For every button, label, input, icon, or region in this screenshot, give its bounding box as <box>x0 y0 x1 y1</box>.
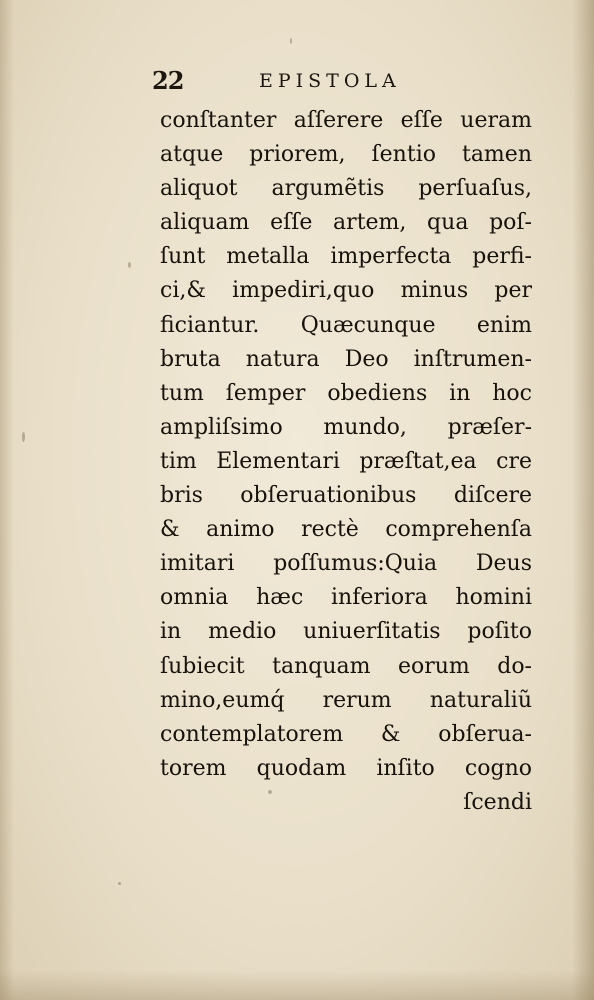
text-line: omnia hæc inferiora homini <box>160 585 532 611</box>
text-line: bris obſeruationibus diſcere <box>160 483 532 509</box>
text-line: tum ſemper obediens in hoc <box>160 380 532 406</box>
paper-speck <box>118 882 121 885</box>
text-line: bruta natura Deo inſtrumen- <box>160 346 532 372</box>
text-line: ſunt metalla imperfecta perfi- <box>160 244 532 270</box>
catchword: ſcendi <box>463 789 532 815</box>
paper-speck <box>22 432 25 442</box>
text-line: mino,eumq́ rerum naturaliũ <box>160 687 532 713</box>
page-edge-shadow-bottom <box>0 970 594 1000</box>
paper-speck <box>128 262 131 268</box>
text-line: aliquot argumẽtis perſuaſus, <box>160 176 532 202</box>
page-number: 22 <box>152 66 184 95</box>
body-text <box>160 104 532 820</box>
text-line: torem quodam inſito cogno <box>160 755 532 781</box>
paper-speck <box>290 38 292 44</box>
page-edge-shadow-left <box>0 0 14 1000</box>
text-line: imitari poſſumus:Quia Deus <box>160 551 532 577</box>
text-line: tim Elementari præſtat,ea cre <box>160 448 532 474</box>
text-line: ſubiecit tanquam eorum do- <box>160 653 532 679</box>
text-line: conſtanter aſſerere eſſe ueram <box>160 108 532 133</box>
running-title: EPISTOLA <box>259 70 401 92</box>
text-line: ci,& impediri,quo minus per <box>160 278 532 304</box>
text-line: & animo rectè comprehenſa <box>160 517 532 543</box>
page-header <box>152 66 532 96</box>
text-line: atque priorem, ſentio tamen <box>160 142 532 168</box>
paper-speck <box>268 790 272 794</box>
text-line: contemplatorem & obſerua- <box>160 721 532 747</box>
text-line: ficiantur. Quæcunque enim <box>160 312 532 338</box>
text-line: ampliſsimo mundo, præſer- <box>160 414 532 440</box>
text-line: in medio uniuerſitatis poſito <box>160 619 532 645</box>
page-edge-shadow-right <box>572 0 594 1000</box>
text-line: aliquam eſſe artem, qua poſ- <box>160 210 532 236</box>
